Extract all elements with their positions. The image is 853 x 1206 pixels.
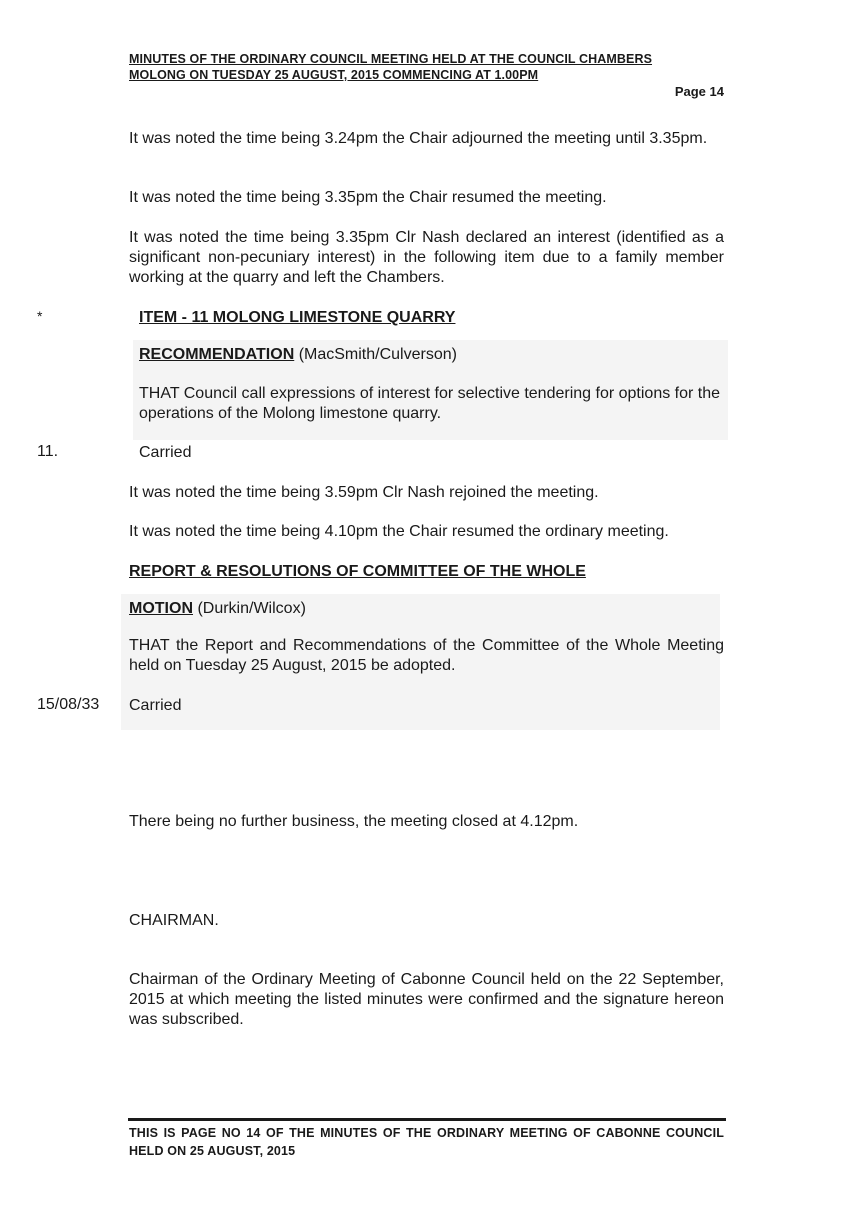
header-title-line-2: MOLONG ON TUESDAY 25 AUGUST, 2015 COMMENCING AT 1.00PM xyxy=(129,68,539,82)
motion-line xyxy=(129,599,724,619)
item-result: Carried xyxy=(139,444,192,461)
recommendation-movers: (MacSmith/Culverson) xyxy=(294,346,457,363)
recommendation-line xyxy=(139,345,724,365)
recommendation-text: THAT Council call expressions of interest for selective tendering for options for the operations of the Molong limestone quarry. xyxy=(139,385,721,422)
footer-rule xyxy=(128,1118,726,1121)
motion-reference: 15/08/33 xyxy=(37,696,100,713)
chairman-signature-line: CHAIRMAN. xyxy=(129,912,219,929)
closing-statement: There being no further business, the meeting closed at 4.12pm. xyxy=(129,813,579,830)
header-title-line-1: MINUTES OF THE ORDINARY COUNCIL MEETING HELD AT THE COUNCIL CHAMBERS xyxy=(129,52,653,66)
confirmation-statement: Chairman of the Ordinary Meeting of Cabonne Council held on the 22 September, 2015 at which meeting the listed minutes were confirmed and the signature hereon was subscribed. xyxy=(129,971,724,1028)
motion-movers: (Durkin/Wilcox) xyxy=(193,600,306,617)
paragraph-interest-declared: It was noted the time being 3.35pm Clr Nash declared an interest (identified as a significant non-pecuniary interest) in the following item due to a family member working at the quarry and left the Chambers. xyxy=(129,229,724,286)
motion-label: MOTION xyxy=(129,600,193,617)
paragraph-rejoined: It was noted the time being 3.59pm Clr Nash rejoined the meeting. xyxy=(129,484,599,501)
recommendation-label: RECOMMENDATION xyxy=(139,346,295,363)
paragraph-ordinary-resumed: It was noted the time being 4.10pm the Chair resumed the ordinary meeting. xyxy=(129,523,669,540)
footer-text: THIS IS PAGE NO 14 OF THE MINUTES OF THE ORDINARY MEETING OF CABONNE COUNCIL HELD ON 25 AUGUST, 2015 xyxy=(129,1126,724,1158)
section-heading: REPORT & RESOLUTIONS OF COMMITTEE OF THE WHOLE xyxy=(129,563,586,580)
motion-text: THAT the Report and Recommendations of the Committee of the Whole Meeting held on Tuesday 25 August, 2015 be adopted. xyxy=(129,637,724,674)
item-marker: * xyxy=(37,308,43,324)
item-reference: 11. xyxy=(37,443,59,460)
item-heading: ITEM - 11 MOLONG LIMESTONE QUARRY xyxy=(139,309,456,326)
paragraph-adjourned: It was noted the time being 3.24pm the Chair adjourned the meeting until 3.35pm. xyxy=(129,130,708,147)
page-number: Page 14 xyxy=(674,84,724,99)
paragraph-resumed: It was noted the time being 3.35pm the Chair resumed the meeting. xyxy=(129,189,607,206)
motion-result: Carried xyxy=(129,697,182,714)
